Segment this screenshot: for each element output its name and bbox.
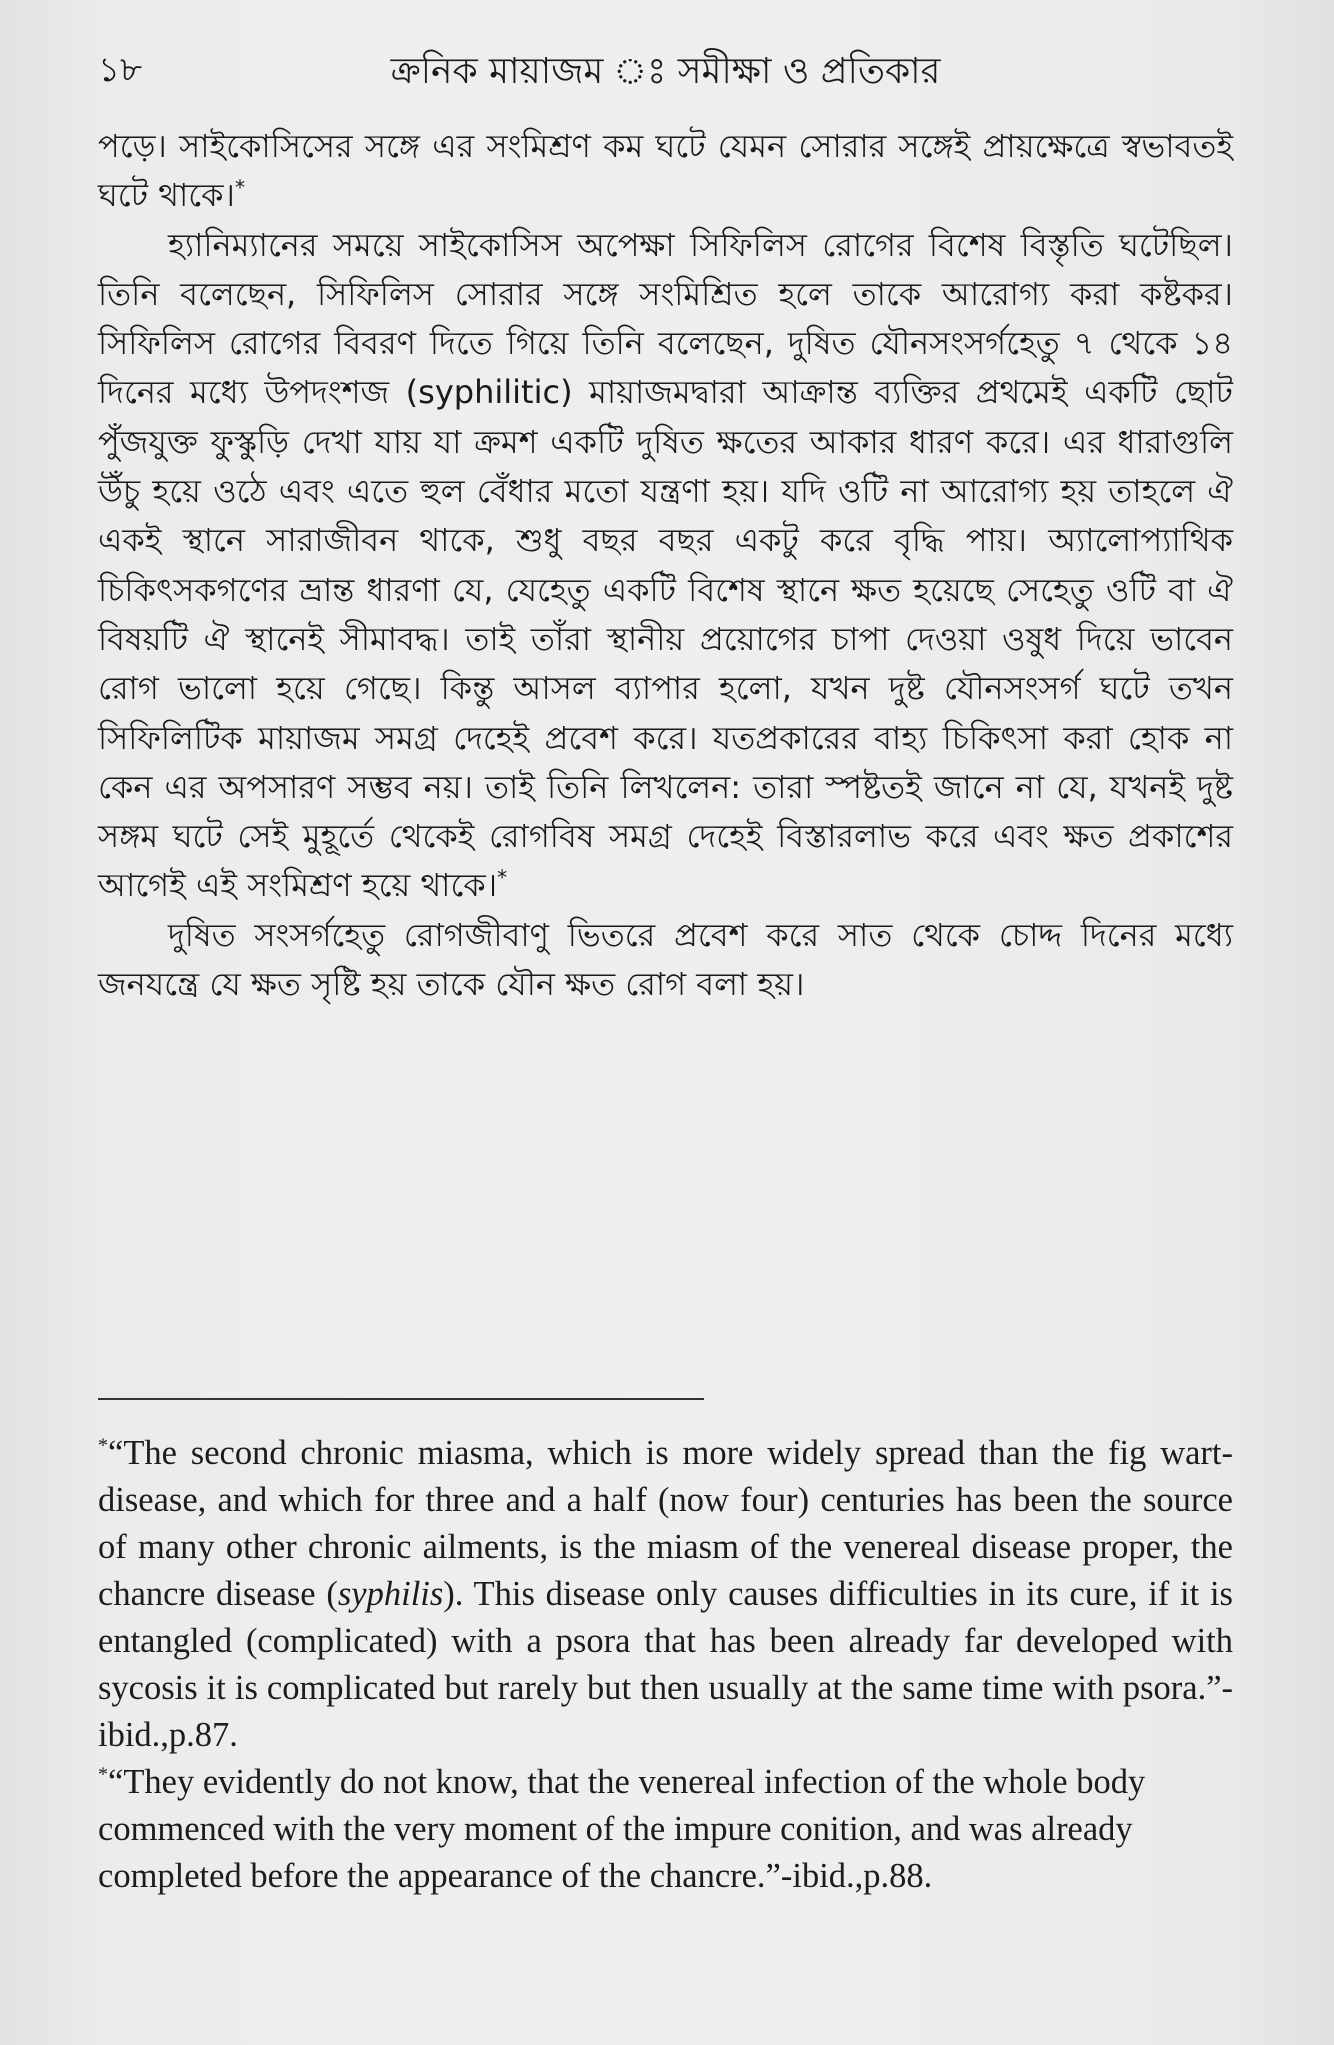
footnote-divider xyxy=(98,1398,704,1400)
footnote-marker-1: * xyxy=(234,175,245,200)
footnote-1-marker: * xyxy=(98,1434,108,1457)
footnotes xyxy=(98,1430,1233,1900)
paragraph-3: দুষিত সংসর্গহেতু রোগজীবাণু ভিতরে প্রবেশ করে সাত থেকে চোদ্দ দিনের মধ্যে জনযন্ত্রে যে ক্ষত সৃষ্টি হয় তাকে যৌন ক্ষত রোগ বলা হয়। xyxy=(98,915,1233,1004)
paragraph-2-text: হ্যানিম্যানের সময়ে সাইকোসিস অপেক্ষা সিফিলিস রোগের বিশেষ বিস্তৃতি ঘটেছিল। তিনি বলেছেন, সিফিলিস সোরার সঙ্গে সংমিশ্রিত হলে তাকে আরোগ্য করা কষ্টকর। সিফিলিস রোগের বিবরণ দিতে গিয়ে তিনি বলেছেন, দুষিত যৌনসংসর্গহেতু ৭ থেকে ১৪ দিনের মধ্যে উপদংশজ (syphilitic) মায়াজমদ্বারা আক্রান্ত ব্যক্তির প্রথমেই একটি ছোট পুঁজযুক্ত ফুস্কুড়ি দেখা যায় যা ক্রমশ একটি দুষিত ক্ষতের আকার ধারণ করে। এর ধারাগুলি উঁচু হয়ে ওঠে এবং এতে হুল বেঁধার মতো যন্ত্রণা হয়। যদি ওটি না আরোগ্য হয় তাহলে ঐ একই স্থানে সারাজীবন থাকে, শুধু বছর বছর একটু করে বৃদ্ধি পায়। অ্যালোপ্যাথিক চিকিৎসকগণের ভ্রান্ত ধারণা যে, যেহেতু একটি বিশেষ স্থানে ক্ষত হয়েছে সেহেতু ওটি বা ঐ বিষয়টি ঐ স্থানেই সীমাবদ্ধ। তাই তাঁরা স্থানীয় প্রয়োগের চাপা দেওয়া ওষুধ দিয়ে ভাবেন রোগ ভালো হয়ে গেছে। কিন্তু আসল ব্যাপার হলো, যখন দুষ্ট যৌনসংসর্গ ঘটে তখন সিফিলিটিক মায়াজম সমগ্র দেহেই প্রবেশ করে। যতপ্রকারের বাহ্য চিকিৎসা করা হোক না কেন এর অপসারণ সম্ভব নয়। তাই তিনি লিখলেন: তারা স্পষ্টতই জানে না যে, যখনই দুষ্ট সঙ্গম ঘটে সেই মুহূর্তে থেকেই রোগবিষ সমগ্র দেহেই বিস্তারলাভ করে এবং ক্ষত প্রকাশের আগেই এই সংমিশ্রণ হয়ে থাকে। xyxy=(98,225,1233,905)
paragraph-2 xyxy=(98,221,1233,911)
footnote-1-text-end: ). This disease only causes difficulties in its cure, if it is entangled (complicated) with a psora that has been already far developed with sycosis it is complicated but rarely but then usually at the same time with psora.”-ibid.,p.87. xyxy=(98,1575,1233,1754)
paragraph-1 xyxy=(98,122,1233,221)
page-header xyxy=(98,44,1233,104)
main-text xyxy=(98,122,1233,1009)
footnote-1-italic: syphilis xyxy=(337,1575,444,1613)
footnote-2 xyxy=(98,1759,1233,1900)
footnote-2-text: “They evidently do not know, that the venereal infection of the whole body commenced with the very moment of the impure conition, and was already completed before the appearance of the chancre.”-ibid.,p.88. xyxy=(98,1763,1146,1895)
paragraph-1-text: পড়ে। সাইকোসিসের সঙ্গে এর সংমিশ্রণ কম ঘটে যেমন সোরার সঙ্গেই প্রায়ক্ষেত্রে স্বভাবতই ঘটে থাকে। xyxy=(98,127,1233,215)
footnote-2-marker: * xyxy=(98,1763,108,1786)
footnote-marker-2: * xyxy=(497,865,508,890)
footnote-1 xyxy=(98,1430,1233,1759)
footnote-1-text-start: “The second chronic miasma, which is more widely spread than the fig wart-disease, and which for three and a half (now four) centuries has been the source of many other chronic ailments, is the miasm of the venereal disease proper, the chancre disease ( xyxy=(98,1434,1233,1613)
page-number: ১৮ xyxy=(98,50,143,90)
running-title: ক্রনিক মায়াজম ঃ সমীক্ষা ও প্রতিকার xyxy=(390,51,941,92)
